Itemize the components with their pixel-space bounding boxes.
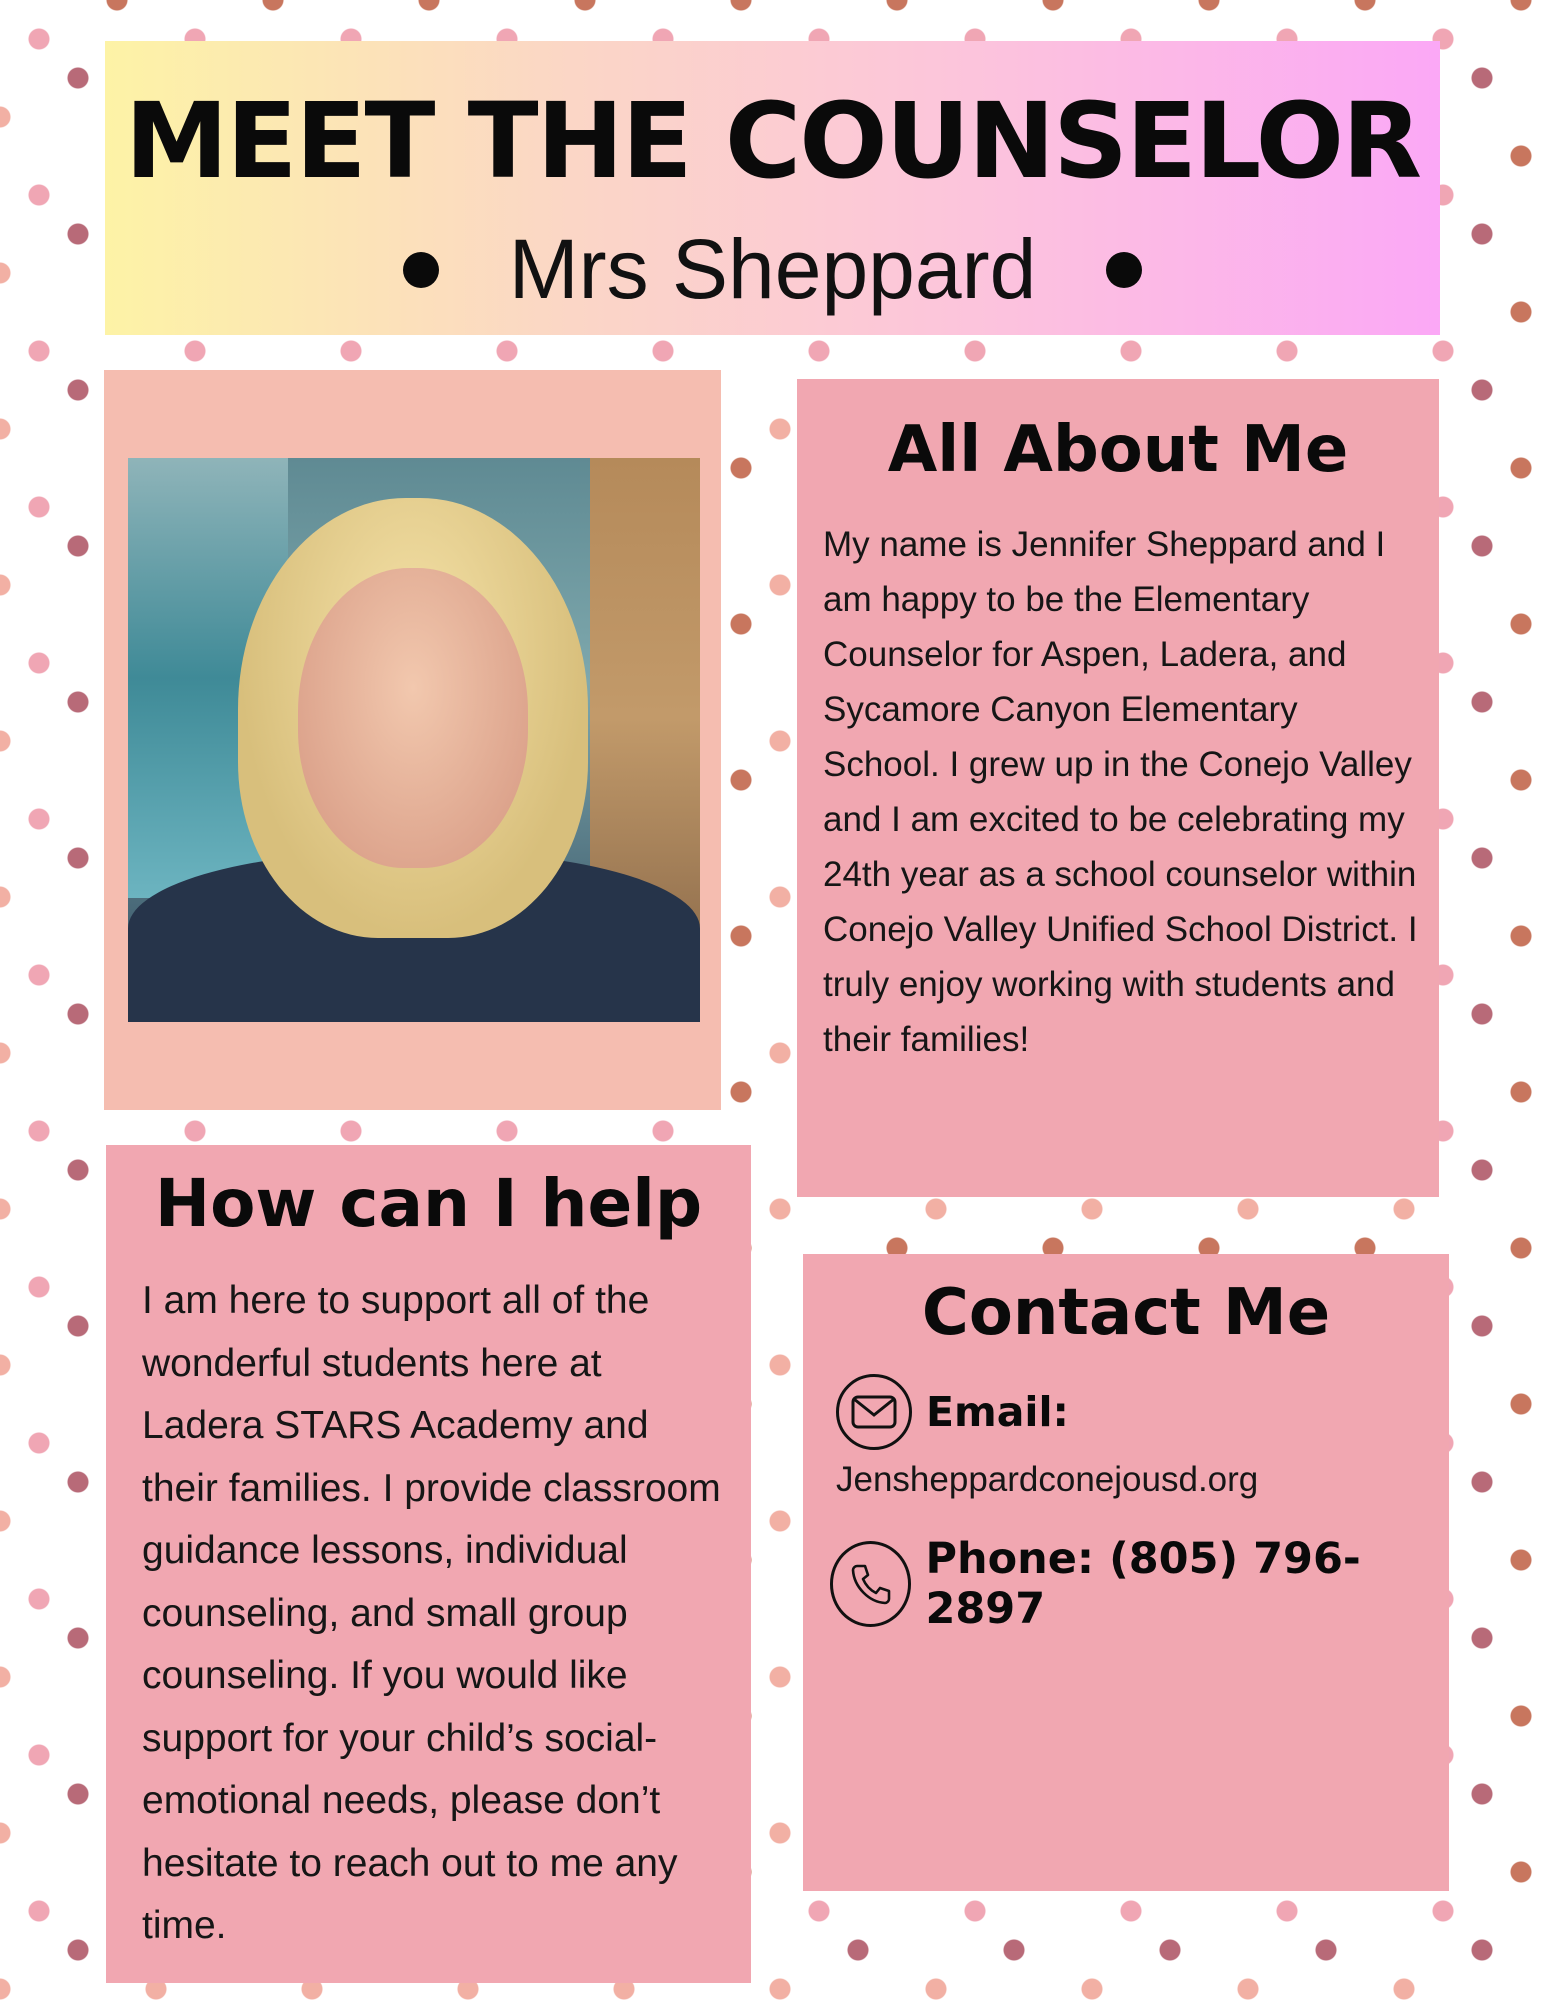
header-banner — [105, 41, 1440, 335]
about-me-card — [797, 379, 1439, 1197]
how-can-i-help-heading: How can I help — [154, 1165, 703, 1242]
bullet-dot-icon — [403, 252, 439, 288]
phone-number[interactable]: Phone: (805) 796-2897 — [925, 1534, 1361, 1634]
contact-me-card — [803, 1254, 1449, 1891]
subtitle-row — [105, 221, 1440, 318]
envelope-icon — [836, 1374, 912, 1450]
how-can-i-help-card — [106, 1145, 751, 1983]
about-me-heading: All About Me — [887, 413, 1349, 487]
about-me-text: My name is Jennifer Sheppard and I am happy to be the Elementary Counselor for Aspen, Ladera, and Sycamore Canyon Elementary School. I grew up in the Conejo Valley and I am excited to be celebrating my 24th year as a school counselor within Conejo Valley Unified School District. I truly enjoy working with students and their families! — [823, 525, 1418, 1059]
page-title: MEET THE COUNSELOR — [124, 80, 1421, 202]
email-row — [836, 1374, 1069, 1450]
how-can-i-help-text: I am here to support all of the wonderful students here at Ladera STARS Academy and their families. I provide classroom guidance lessons, individual counseling, and small group counseling. If you would like support for your child’s social-emotional needs, please don’t hesitate to reach out to me any time. — [142, 1279, 721, 1947]
email-address[interactable]: Jensheppardconejousd.org — [836, 1460, 1259, 1499]
phone-icon — [830, 1541, 911, 1627]
photo-frame — [104, 370, 721, 1110]
phone-row — [830, 1534, 1449, 1634]
bullet-dot-icon — [1106, 252, 1142, 288]
counselor-name: Mrs Sheppard — [508, 222, 1037, 316]
contact-me-heading: Contact Me — [921, 1276, 1331, 1350]
counselor-photo — [128, 458, 700, 1022]
email-label: Email: — [926, 1388, 1069, 1436]
